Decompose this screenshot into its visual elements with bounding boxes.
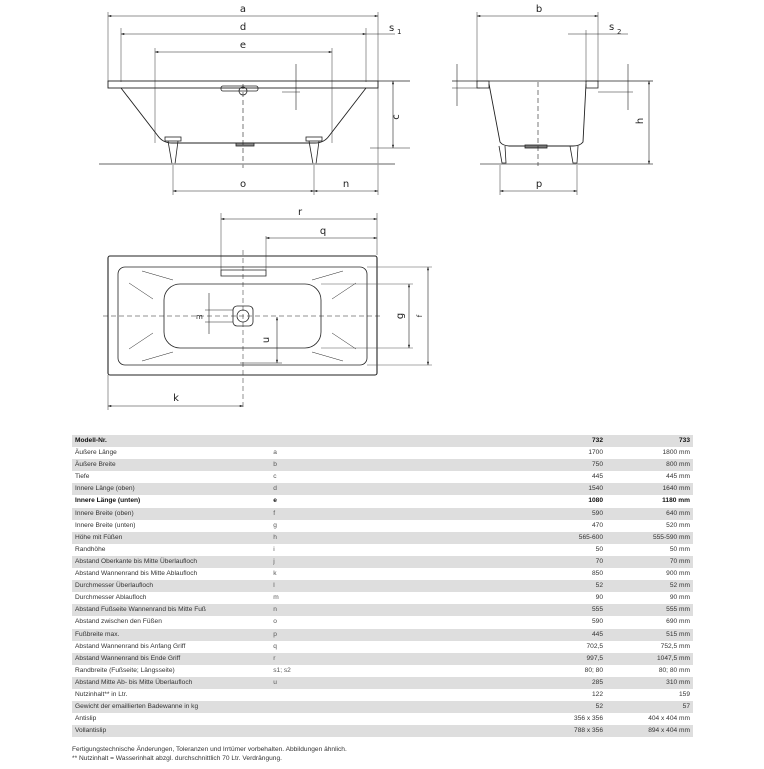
- row-label: Randbreite (Fußseite; Längsseite): [72, 665, 270, 677]
- table-row: [72, 544, 693, 556]
- table-row: [72, 520, 693, 532]
- row-value-733: 752,5 mm: [606, 641, 693, 653]
- row-value-732: 445: [529, 629, 606, 641]
- row-value-733: 1640 mm: [606, 483, 693, 495]
- row-value-732: 590: [529, 616, 606, 628]
- dim-h: h: [635, 117, 646, 125]
- dim-k: k: [173, 393, 179, 404]
- dim-c: c: [391, 114, 402, 120]
- dim-b: b: [535, 4, 543, 15]
- table-row: [72, 568, 693, 580]
- row-symbol: p: [270, 629, 529, 641]
- row-value-732: 565-600: [529, 532, 606, 544]
- row-symbol: b: [270, 459, 529, 471]
- row-label: Vollantislip: [72, 725, 270, 737]
- table-row: [72, 459, 693, 471]
- row-symbol: e: [270, 495, 529, 507]
- row-value-733: 159: [606, 689, 693, 701]
- row-label: Gewicht der emaillierten Badewanne in kg: [72, 701, 270, 713]
- row-value-732: 555: [529, 604, 606, 616]
- row-value-732: 470: [529, 520, 606, 532]
- row-value-733: 52 mm: [606, 580, 693, 592]
- table-row: [72, 725, 693, 737]
- row-value-733: 445 mm: [606, 471, 693, 483]
- row-value-732: 122: [529, 689, 606, 701]
- row-symbol: [270, 725, 529, 737]
- dim-m: m: [196, 313, 203, 321]
- table-row: [72, 508, 693, 520]
- row-value-732: 750: [529, 459, 606, 471]
- row-label: Abstand Oberkante bis Mitte Überlaufloch: [72, 556, 270, 568]
- row-value-733: 80; 80 mm: [606, 665, 693, 677]
- row-value-733: 1180 mm: [606, 495, 693, 507]
- dim-s1-sub: 1: [397, 28, 402, 36]
- row-symbol: f: [270, 508, 529, 520]
- row-label: Abstand Fußseite Wannenrand bis Mitte Fuß: [72, 604, 270, 616]
- row-value-733: 50 mm: [606, 544, 693, 556]
- row-value-733: 310 mm: [606, 677, 693, 689]
- table-row: [72, 713, 693, 725]
- footnote-capacity: ** Nutzinhalt = Wasserinhalt abzgl. durchschnittlich 70 Ltr. Verdrängung.: [72, 755, 282, 762]
- spec-table: [72, 435, 693, 737]
- row-value-732: 52: [529, 701, 606, 713]
- row-label: Abstand zwischen den Füßen: [72, 616, 270, 628]
- table-row: [72, 592, 693, 604]
- row-value-733: 894 x 404 mm: [606, 725, 693, 737]
- table-row: [72, 689, 693, 701]
- dim-q: q: [319, 226, 327, 237]
- row-symbol: s1; s2: [270, 665, 529, 677]
- row-label: Abstand Wannenrand bis Anfang Griff: [72, 641, 270, 653]
- row-value-732: 590: [529, 508, 606, 520]
- row-value-733: 515 mm: [606, 629, 693, 641]
- table-row: [72, 616, 693, 628]
- row-value-732: 1080: [529, 495, 606, 507]
- dim-o: o: [239, 179, 247, 190]
- row-value-732: 356 x 356: [529, 713, 606, 725]
- row-value-732: 997,5: [529, 653, 606, 665]
- row-label: Antislip: [72, 713, 270, 725]
- row-symbol: q: [270, 641, 529, 653]
- row-symbol: o: [270, 616, 529, 628]
- row-value-732: 50: [529, 544, 606, 556]
- row-label: Abstand Mitte Ab- bis Mitte Überlaufloch: [72, 677, 270, 689]
- row-symbol: [270, 701, 529, 713]
- dim-r: r: [297, 207, 303, 218]
- row-label: Randhöhe: [72, 544, 270, 556]
- row-label: Durchmesser Ablaufloch: [72, 592, 270, 604]
- dim-s2: s: [609, 22, 615, 33]
- row-label: Innere Breite (oben): [72, 508, 270, 520]
- row-value-733: 690 mm: [606, 616, 693, 628]
- table-row: [72, 495, 693, 507]
- table-row: [72, 447, 693, 459]
- row-symbol: u: [270, 677, 529, 689]
- row-value-733: 555 mm: [606, 604, 693, 616]
- row-symbol: [270, 713, 529, 725]
- row-label: Fußbreite max.: [72, 629, 270, 641]
- row-symbol: d: [270, 483, 529, 495]
- row-value-732: 850: [529, 568, 606, 580]
- dim-s2-sub: 2: [617, 28, 622, 36]
- row-symbol: m: [270, 592, 529, 604]
- table-row: [72, 701, 693, 713]
- row-symbol: r: [270, 653, 529, 665]
- top-view: [103, 213, 432, 410]
- row-value-733: 640 mm: [606, 508, 693, 520]
- row-symbol: [270, 689, 529, 701]
- row-label: Innere Breite (unten): [72, 520, 270, 532]
- row-value-732: 90: [529, 592, 606, 604]
- header-model-1: 732: [529, 435, 606, 447]
- table-row: [72, 556, 693, 568]
- row-value-733: 1047,5 mm: [606, 653, 693, 665]
- row-label: Äußere Länge: [72, 447, 270, 459]
- table-row: [72, 483, 693, 495]
- header-symbol: [270, 435, 529, 447]
- side-view: [99, 12, 410, 195]
- row-value-733: 57: [606, 701, 693, 713]
- table-row: [72, 532, 693, 544]
- row-symbol: c: [270, 471, 529, 483]
- row-label: Tiefe: [72, 471, 270, 483]
- row-value-733: 404 x 404 mm: [606, 713, 693, 725]
- table-row: [72, 629, 693, 641]
- row-label: Abstand Wannenrand bis Ende Griff: [72, 653, 270, 665]
- dim-e: e: [239, 40, 247, 51]
- row-symbol: a: [270, 447, 529, 459]
- row-symbol: j: [270, 556, 529, 568]
- row-label: Äußere Breite: [72, 459, 270, 471]
- row-label: Durchmesser Überlaufloch: [72, 580, 270, 592]
- row-value-733: 1800 mm: [606, 447, 693, 459]
- table-row: [72, 471, 693, 483]
- row-value-732: 788 x 356: [529, 725, 606, 737]
- row-value-733: 70 mm: [606, 556, 693, 568]
- dim-f: f: [416, 314, 424, 318]
- row-value-732: 70: [529, 556, 606, 568]
- row-value-732: 702,5: [529, 641, 606, 653]
- row-value-733: 800 mm: [606, 459, 693, 471]
- table-row: [72, 665, 693, 677]
- row-value-732: 52: [529, 580, 606, 592]
- row-label: Abstand Wannenrand bis Mitte Ablaufloch: [72, 568, 270, 580]
- dim-p: p: [535, 179, 543, 190]
- table-header-row: [72, 435, 693, 447]
- row-label: Innere Länge (oben): [72, 483, 270, 495]
- row-value-732: 445: [529, 471, 606, 483]
- row-value-733: 520 mm: [606, 520, 693, 532]
- row-symbol: h: [270, 532, 529, 544]
- dim-a: a: [239, 4, 247, 15]
- header-label: Modell-Nr.: [72, 435, 270, 447]
- row-value-733: 90 mm: [606, 592, 693, 604]
- table-row: [72, 580, 693, 592]
- header-model-2: 733: [606, 435, 693, 447]
- row-value-732: 80; 80: [529, 665, 606, 677]
- end-view: [452, 12, 653, 195]
- dim-d: d: [239, 22, 247, 33]
- table-row: [72, 604, 693, 616]
- row-value-733: 555-590 mm: [606, 532, 693, 544]
- row-label: Innere Länge (unten): [72, 495, 270, 507]
- dim-u: u: [261, 336, 272, 344]
- row-symbol: g: [270, 520, 529, 532]
- table-row: [72, 677, 693, 689]
- row-symbol: n: [270, 604, 529, 616]
- table-row: [72, 641, 693, 653]
- row-symbol: l: [270, 580, 529, 592]
- row-label: Nutzinhalt** in Ltr.: [72, 689, 270, 701]
- row-value-732: 285: [529, 677, 606, 689]
- row-symbol: i: [270, 544, 529, 556]
- dim-g: g: [395, 312, 406, 320]
- row-value-732: 1540: [529, 483, 606, 495]
- row-label: Höhe mit Füßen: [72, 532, 270, 544]
- dim-n: n: [342, 179, 350, 190]
- row-symbol: k: [270, 568, 529, 580]
- footnote-disclaimer: Fertigungstechnische Änderungen, Toleranzen und Irrtümer vorbehalten. Abbildungen ähnlich.: [72, 746, 347, 753]
- table-row: [72, 653, 693, 665]
- row-value-732: 1700: [529, 447, 606, 459]
- footnotes: [72, 745, 347, 763]
- dim-s1: s: [389, 23, 395, 34]
- row-value-733: 900 mm: [606, 568, 693, 580]
